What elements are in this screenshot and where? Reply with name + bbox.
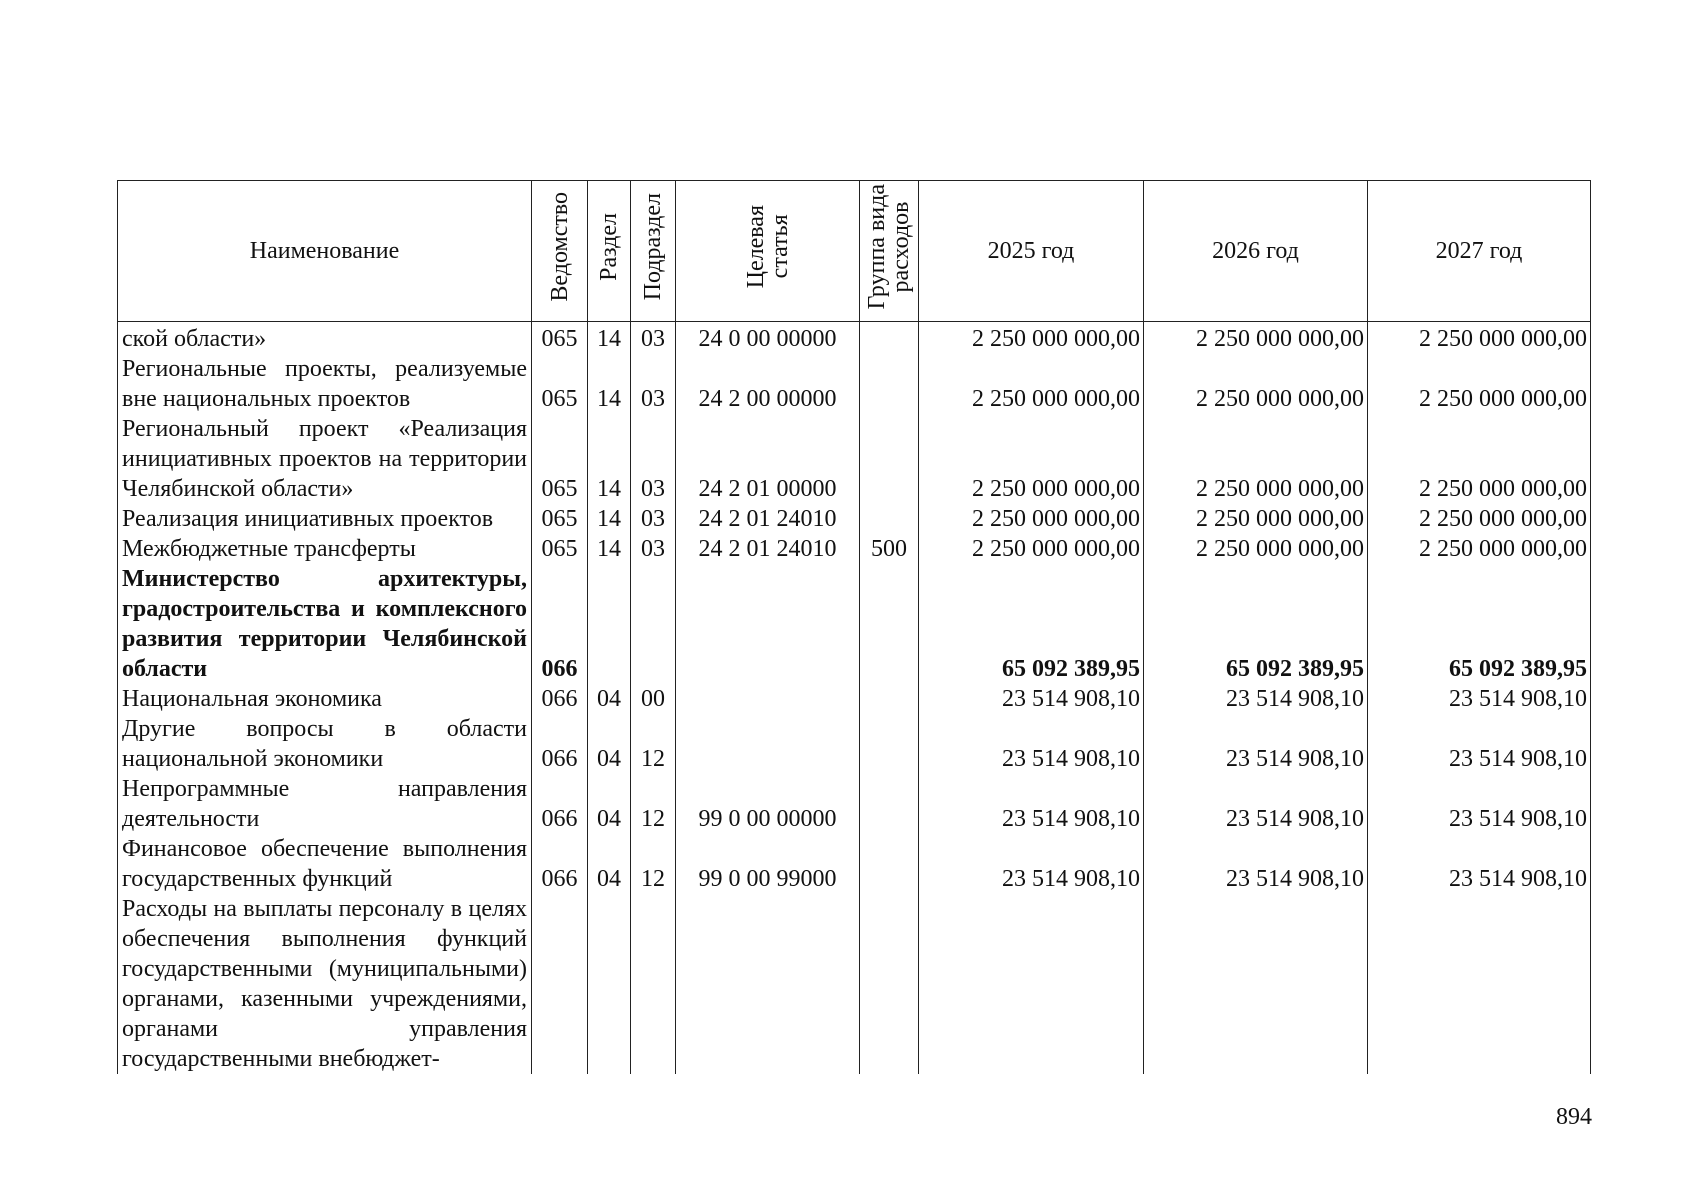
cell-podrazdel: 03 — [631, 414, 676, 504]
table-row — [118, 714, 1591, 774]
cell-celevaya-statya: 99 0 00 99000 — [676, 834, 860, 894]
cell-2025: 2 250 000 000,00 — [919, 414, 1144, 504]
table-row — [118, 564, 1591, 684]
cell-2027: 65 092 389,95 — [1368, 564, 1591, 684]
cell-2027: 2 250 000 000,00 — [1368, 322, 1591, 355]
cell-celevaya-statya: 24 2 00 00000 — [676, 354, 860, 414]
cell-2027: 23 514 908,10 — [1368, 774, 1591, 834]
cell-2025 — [919, 894, 1144, 1074]
cell-name: Расходы на выплаты персоналу в целях обеспечения выполнения функций государственными (муниципальными) органами, казенными учреждениями, органами управления государственными внебюджет- — [118, 894, 532, 1074]
cell-podrazdel: 12 — [631, 774, 676, 834]
table-row — [118, 504, 1591, 534]
header-vedomstvo: Ведомство — [532, 181, 588, 322]
budget-table — [117, 180, 1591, 1074]
cell-name: Другие вопросы в области национальной экономики — [118, 714, 532, 774]
header-podrazdel: Подраздел — [631, 181, 676, 322]
cell-vid-rashodov — [860, 322, 919, 355]
cell-2026: 2 250 000 000,00 — [1144, 354, 1368, 414]
cell-2026: 23 514 908,10 — [1144, 684, 1368, 714]
cell-razdel: 14 — [588, 354, 631, 414]
cell-vedomstvo: 066 — [532, 684, 588, 714]
cell-podrazdel: 00 — [631, 684, 676, 714]
page-number: 894 — [1556, 1104, 1592, 1130]
cell-razdel: 04 — [588, 684, 631, 714]
cell-celevaya-statya: 99 0 00 00000 — [676, 774, 860, 834]
table-row — [118, 894, 1591, 1074]
cell-name: Межбюджетные трансферты — [118, 534, 532, 564]
cell-razdel — [588, 564, 631, 684]
header-razdel: Раздел — [588, 181, 631, 322]
cell-vedomstvo: 065 — [532, 504, 588, 534]
cell-2026: 23 514 908,10 — [1144, 774, 1368, 834]
cell-vid-rashodov — [860, 504, 919, 534]
cell-2025: 65 092 389,95 — [919, 564, 1144, 684]
table-row — [118, 774, 1591, 834]
cell-razdel: 04 — [588, 774, 631, 834]
cell-name: Реализация инициативных проектов — [118, 504, 532, 534]
cell-razdel: 14 — [588, 322, 631, 355]
cell-podrazdel: 12 — [631, 714, 676, 774]
cell-name: Региональный проект «Реализация инициативных проектов на территории Челябинской области» — [118, 414, 532, 504]
cell-vedomstvo: 066 — [532, 834, 588, 894]
header-celevaya-statya: Целевая статья — [676, 181, 860, 322]
cell-2025: 23 514 908,10 — [919, 684, 1144, 714]
cell-vid-rashodov — [860, 714, 919, 774]
cell-celevaya-statya — [676, 564, 860, 684]
cell-celevaya-statya: 24 0 00 00000 — [676, 322, 860, 355]
cell-2026 — [1144, 894, 1368, 1074]
cell-name: Региональные проекты, реализуемые вне национальных проектов — [118, 354, 532, 414]
cell-vid-rashodov — [860, 564, 919, 684]
table-row — [118, 684, 1591, 714]
cell-podrazdel: 03 — [631, 504, 676, 534]
cell-name: Финансовое обеспечение выполнения государственных функций — [118, 834, 532, 894]
cell-vid-rashodov — [860, 774, 919, 834]
header-2027: 2027 год — [1368, 181, 1591, 322]
header-2025: 2025 год — [919, 181, 1144, 322]
cell-vedomstvo: 065 — [532, 414, 588, 504]
cell-podrazdel: 03 — [631, 534, 676, 564]
cell-2027: 2 250 000 000,00 — [1368, 504, 1591, 534]
table-row — [118, 354, 1591, 414]
cell-podrazdel — [631, 564, 676, 684]
table-header-row — [118, 181, 1591, 322]
header-name: Наименование — [118, 181, 532, 322]
cell-name: ской области» — [118, 322, 532, 355]
cell-vid-rashodov: 500 — [860, 534, 919, 564]
header-gruppa-vida-rashodov: Группа вида расходов — [860, 181, 919, 322]
cell-2025: 23 514 908,10 — [919, 774, 1144, 834]
cell-name: Национальная экономика — [118, 684, 532, 714]
cell-podrazdel: 03 — [631, 322, 676, 355]
cell-vid-rashodov — [860, 684, 919, 714]
header-2026: 2026 год — [1144, 181, 1368, 322]
cell-2026: 65 092 389,95 — [1144, 564, 1368, 684]
cell-2026: 23 514 908,10 — [1144, 834, 1368, 894]
cell-podrazdel: 12 — [631, 834, 676, 894]
cell-celevaya-statya — [676, 714, 860, 774]
cell-razdel — [588, 894, 631, 1074]
cell-celevaya-statya: 24 2 01 00000 — [676, 414, 860, 504]
table-row — [118, 534, 1591, 564]
cell-vid-rashodov — [860, 354, 919, 414]
cell-2025: 2 250 000 000,00 — [919, 354, 1144, 414]
cell-2026: 2 250 000 000,00 — [1144, 414, 1368, 504]
cell-2027: 23 514 908,10 — [1368, 714, 1591, 774]
cell-vedomstvo: 065 — [532, 534, 588, 564]
cell-celevaya-statya — [676, 684, 860, 714]
cell-2026: 2 250 000 000,00 — [1144, 322, 1368, 355]
cell-razdel: 04 — [588, 714, 631, 774]
cell-name: Министерство архитектуры, градостроительства и комплексного развития территории Челябинской области — [118, 564, 532, 684]
cell-2025: 23 514 908,10 — [919, 714, 1144, 774]
cell-vedomstvo: 066 — [532, 714, 588, 774]
cell-2025: 2 250 000 000,00 — [919, 534, 1144, 564]
cell-vedomstvo: 065 — [532, 354, 588, 414]
cell-2026: 2 250 000 000,00 — [1144, 534, 1368, 564]
cell-razdel: 14 — [588, 414, 631, 504]
table-row — [118, 322, 1591, 355]
cell-celevaya-statya: 24 2 01 24010 — [676, 534, 860, 564]
cell-2027: 23 514 908,10 — [1368, 834, 1591, 894]
cell-vedomstvo — [532, 894, 588, 1074]
table-row — [118, 414, 1591, 504]
cell-2025: 2 250 000 000,00 — [919, 504, 1144, 534]
cell-celevaya-statya: 24 2 01 24010 — [676, 504, 860, 534]
cell-2026: 2 250 000 000,00 — [1144, 504, 1368, 534]
cell-vedomstvo: 065 — [532, 322, 588, 355]
cell-2025: 23 514 908,10 — [919, 834, 1144, 894]
table-body — [118, 322, 1591, 1075]
cell-razdel: 04 — [588, 834, 631, 894]
cell-2026: 23 514 908,10 — [1144, 714, 1368, 774]
cell-2025: 2 250 000 000,00 — [919, 322, 1144, 355]
cell-razdel: 14 — [588, 534, 631, 564]
cell-2027: 23 514 908,10 — [1368, 684, 1591, 714]
cell-2027: 2 250 000 000,00 — [1368, 414, 1591, 504]
cell-celevaya-statya — [676, 894, 860, 1074]
table-row — [118, 834, 1591, 894]
cell-2027: 2 250 000 000,00 — [1368, 534, 1591, 564]
cell-2027: 2 250 000 000,00 — [1368, 354, 1591, 414]
cell-vid-rashodov — [860, 414, 919, 504]
cell-vedomstvo: 066 — [532, 564, 588, 684]
cell-2027 — [1368, 894, 1591, 1074]
cell-name: Непрограммные направления деятельности — [118, 774, 532, 834]
cell-podrazdel — [631, 894, 676, 1074]
cell-podrazdel: 03 — [631, 354, 676, 414]
cell-vid-rashodov — [860, 834, 919, 894]
cell-vid-rashodov — [860, 894, 919, 1074]
cell-razdel: 14 — [588, 504, 631, 534]
cell-vedomstvo: 066 — [532, 774, 588, 834]
